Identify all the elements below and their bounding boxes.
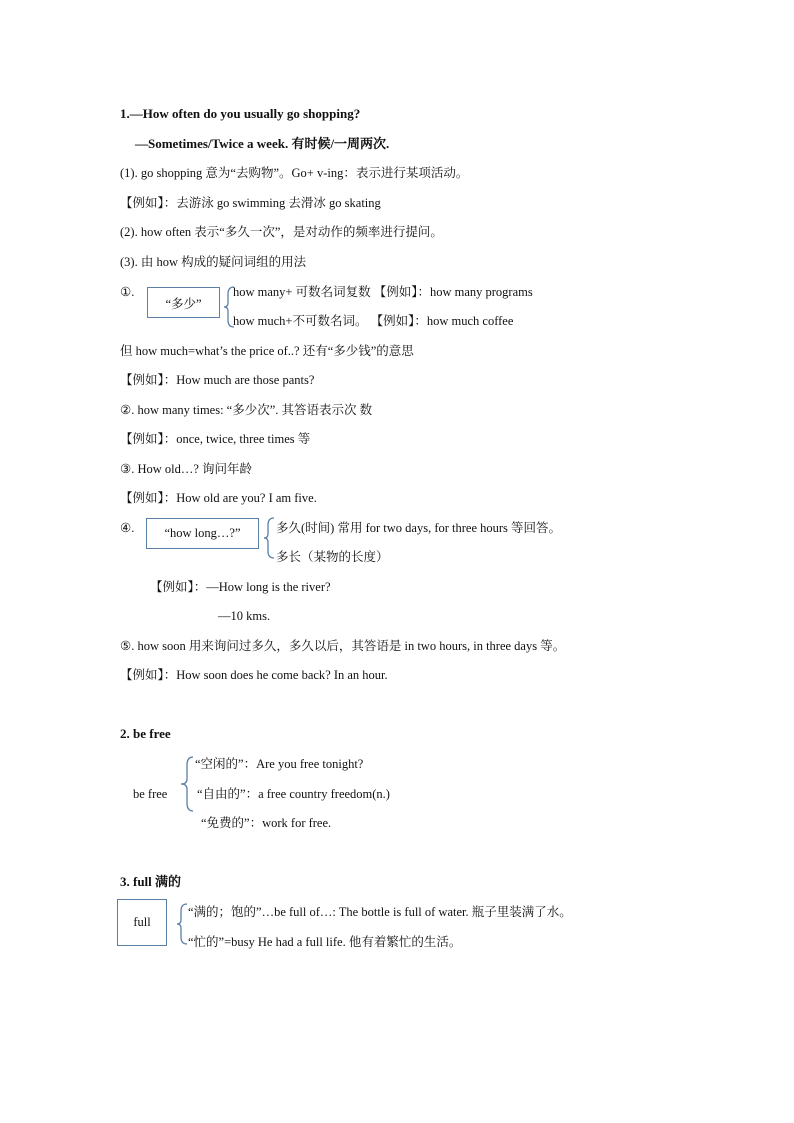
case-4-line-1: 多久(时间) 常用 for two days, for three hours 等回答。 [276, 521, 562, 535]
case-3: ③. How old…? 询问年龄 [120, 462, 253, 476]
point-2: (2). how often 表示“多久一次”，是对动作的频率进行提问。 [120, 225, 443, 239]
full-line-1: “满的；饱的”…be full of…: The bottle is full of water. 瓶子里装满了水。 [188, 905, 572, 919]
point-3: (3). 由 how 构成的疑问词组的用法 [120, 255, 307, 269]
be-free-line-2: “自由的”：a free country freedom(n.) [197, 787, 390, 801]
how-much-box [147, 287, 220, 318]
full-box-label: full [133, 915, 151, 929]
be-free-brace [180, 756, 194, 812]
case-4-number: ④. [120, 521, 135, 535]
case-4-line-2: 多长（某物的长度） [276, 550, 389, 564]
example-6: 【例如】：How soon does he come back? In an hour. [120, 668, 388, 682]
example-2: 【例如】：How much are those pants? [120, 373, 315, 387]
case-2: ②. how many times: “多少次”. 其答语表示次 数 [120, 403, 373, 417]
case-5: ⑤. how soon 用来询问过多久，多久以后，其答语是 in two hours, in three days 等。 [120, 639, 566, 653]
be-free-line-3: “免费的”：work for free. [201, 816, 332, 830]
example-1: 【例如】：去游泳 go swimming 去滑冰 go skating [120, 196, 381, 210]
example-3: 【例如】：once, twice, three times 等 [120, 432, 311, 446]
case-4-brace [263, 517, 275, 559]
question-line: 1.—How often do you usually go shopping? [120, 106, 361, 121]
be-free-line-1: “空闲的”：Are you free tonight? [195, 757, 364, 771]
case-1-line-1: how many+ 可数名词复数 【例如】：how many programs [233, 285, 533, 299]
example-5-answer: —10 kms. [218, 609, 271, 623]
example-4: 【例如】：How old are you? I am five. [120, 491, 317, 505]
full-line-2: “忙的”=busy He had a full life. 他有着繁忙的生活。 [188, 935, 462, 949]
full-box [117, 899, 167, 946]
case-1-line-2: how much+不可数名词。 【例如】：how much coffee [233, 314, 514, 328]
how-long-box-label: “how long…?” [164, 526, 241, 540]
how-much-box-label: “多少” [165, 296, 202, 311]
answer-line: —Sometimes/Twice a week. 有时候/一周两次. [135, 136, 390, 151]
case-1-number: ①. [120, 285, 135, 299]
be-free-label: be free [133, 787, 168, 801]
but-line: 但 how much=what’s the price of..? 还有“多少钱”的意思 [120, 344, 414, 358]
point-1: (1). go shopping 意为“去购物”。Go+ v-ing：表示进行某项活动。 [120, 166, 469, 180]
full-brace [176, 903, 188, 945]
how-long-box [146, 518, 259, 549]
section-3-title: 3. full 满的 [120, 874, 182, 889]
section-2-title: 2. be free [120, 726, 171, 741]
example-5: 【例如】：—How long is the river? [150, 580, 331, 594]
